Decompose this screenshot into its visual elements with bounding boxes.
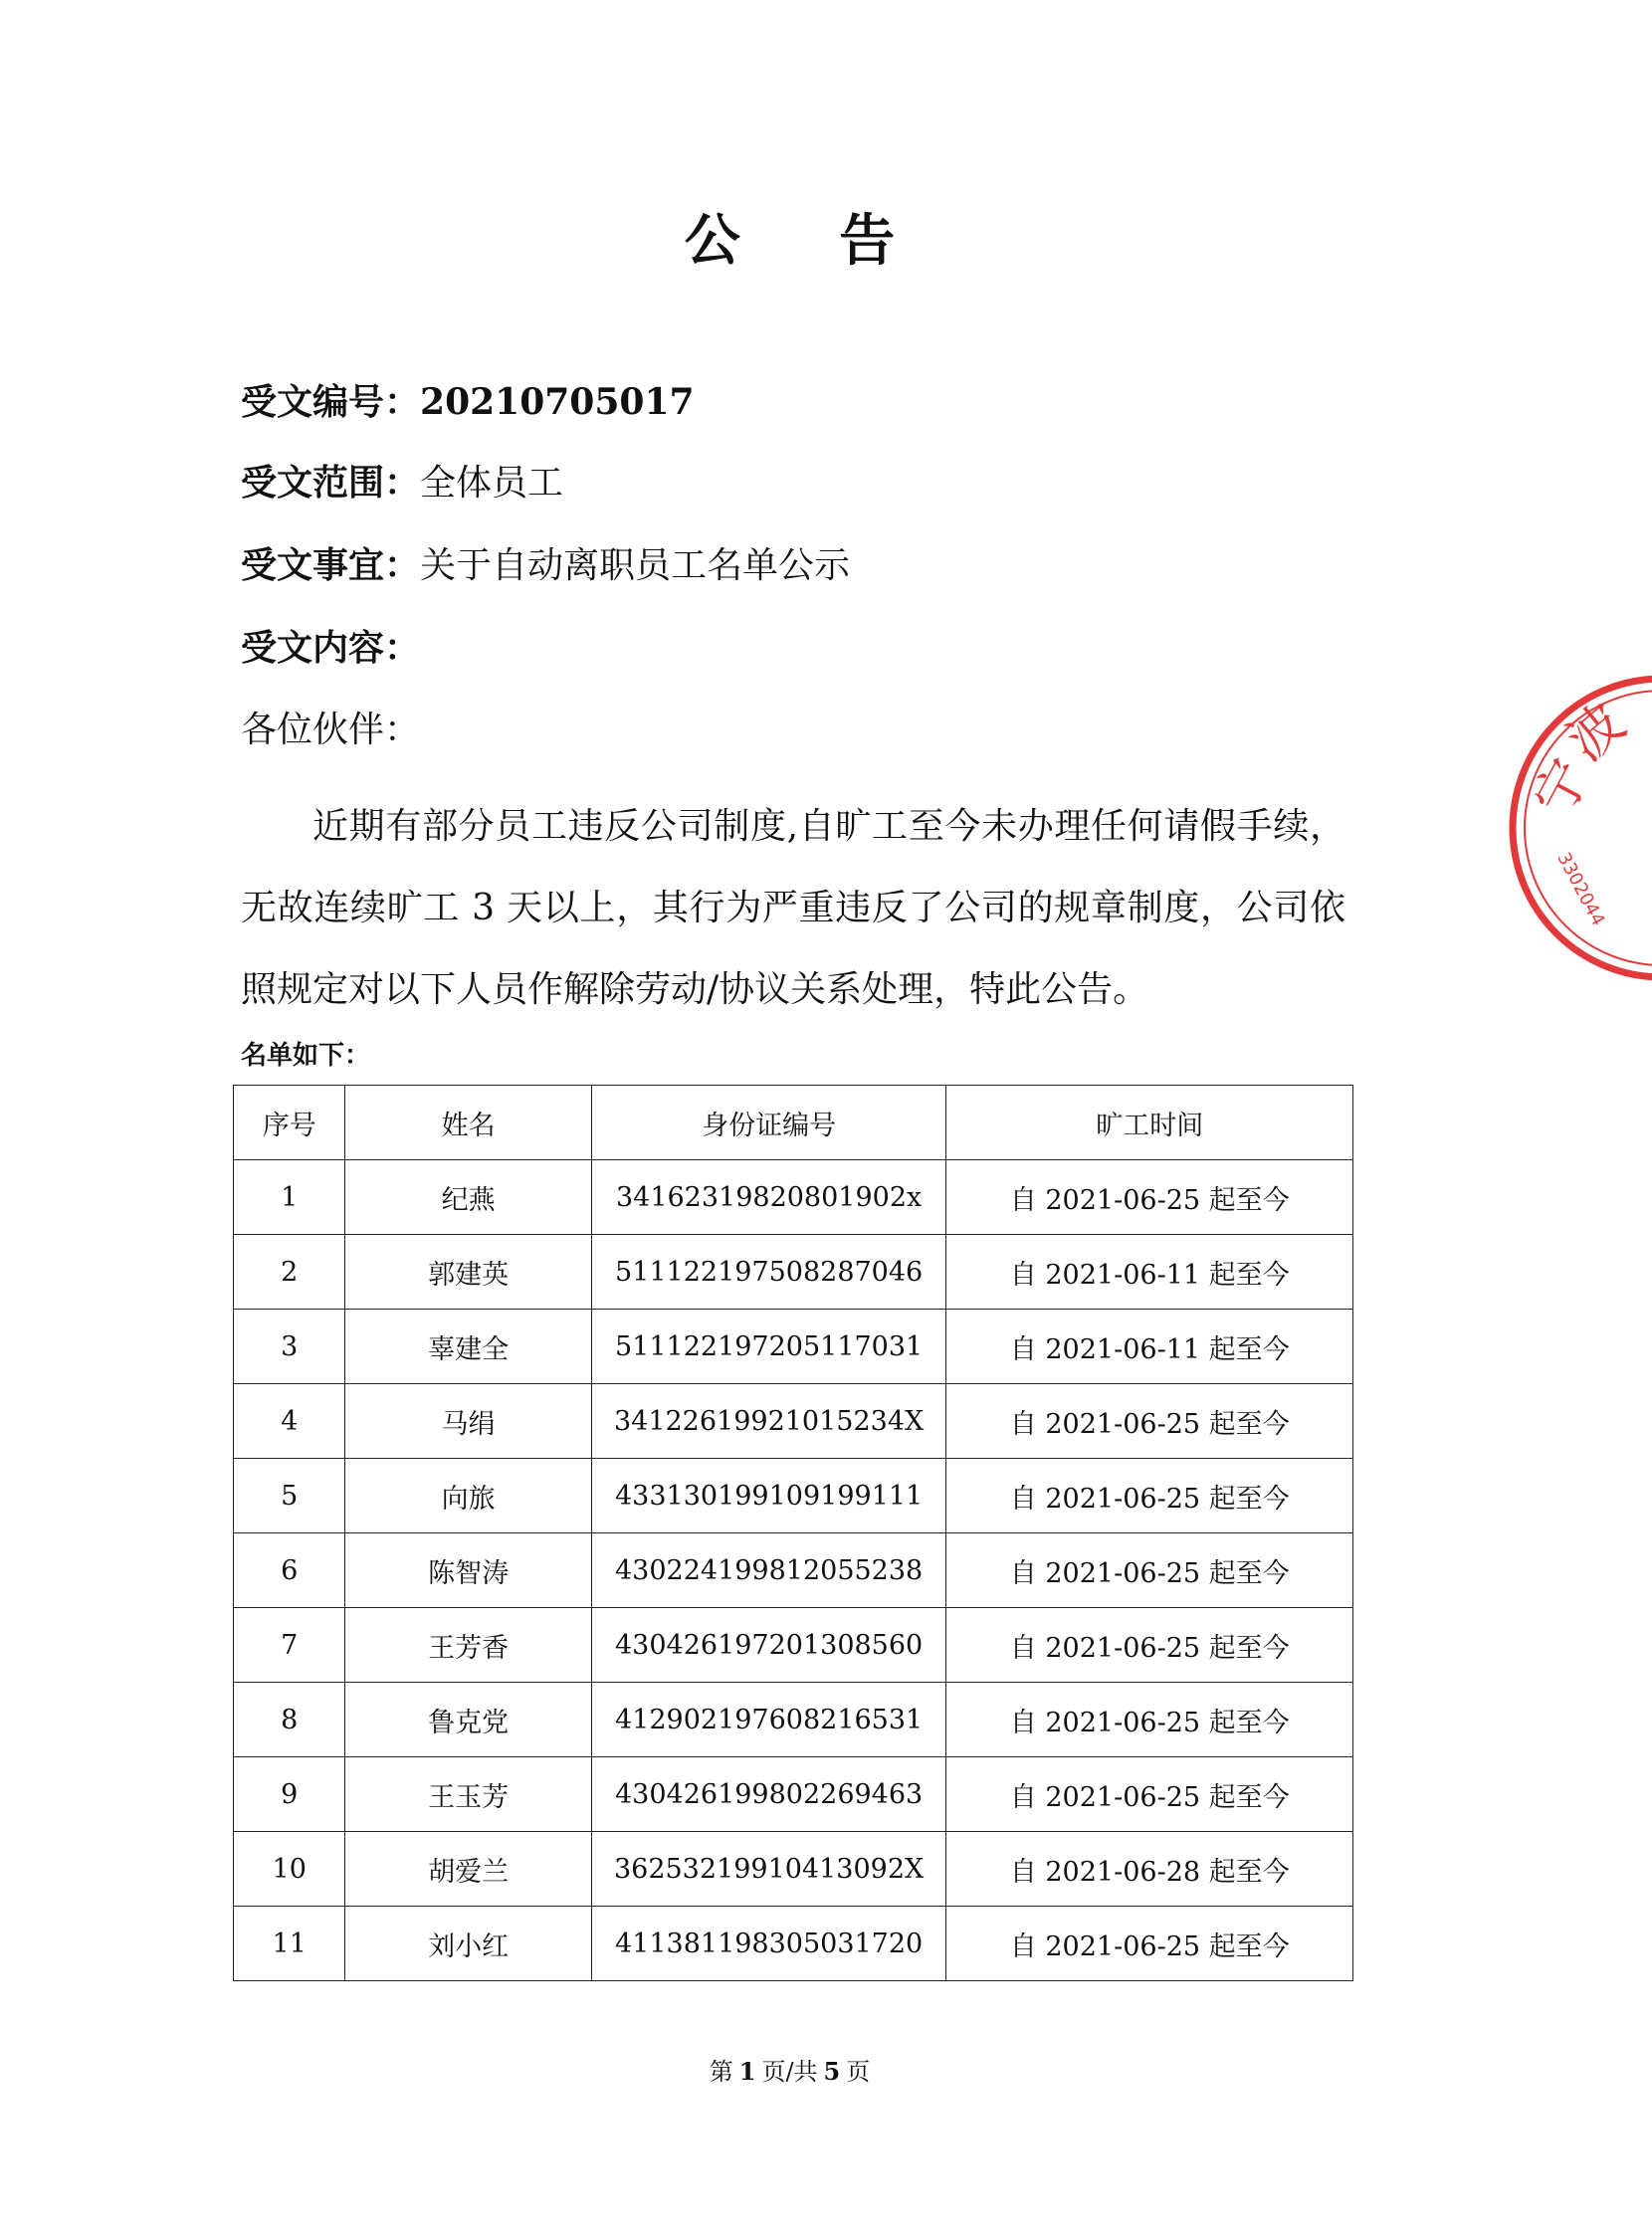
table-row xyxy=(234,1608,1353,1683)
seal-char: 波 xyxy=(1554,691,1637,774)
page-title: 公 告 xyxy=(684,209,935,274)
field-subject xyxy=(241,544,850,588)
greeting: 各位伙伴： xyxy=(241,710,421,750)
cell-index: 7 xyxy=(234,1608,345,1683)
cell-id-number: 411381198305031720 xyxy=(591,1907,946,1981)
cell-absence-time: 自 2021-06-25 起至今 xyxy=(946,1608,1353,1683)
field-label: 受文事宜： xyxy=(241,545,421,586)
table-row xyxy=(234,1757,1353,1832)
cell-name: 胡爱兰 xyxy=(345,1832,591,1907)
header-absence-time: 旷工时间 xyxy=(946,1086,1353,1160)
cell-absence-time: 自 2021-06-28 起至今 xyxy=(946,1832,1353,1907)
cell-id-number: 511122197205117031 xyxy=(591,1310,946,1384)
table-row xyxy=(234,1160,1353,1235)
company-seal-stamp xyxy=(1503,669,1652,987)
cell-id-number: 511122197508287046 xyxy=(591,1235,946,1310)
table-row xyxy=(234,1683,1353,1757)
cell-name: 向旅 xyxy=(345,1459,591,1533)
table-row xyxy=(234,1832,1353,1907)
page-footer xyxy=(0,2052,1579,2087)
field-label: 受文范围： xyxy=(241,463,421,504)
cell-absence-time: 自 2021-06-25 起至今 xyxy=(946,1683,1353,1757)
field-value: 关于自动离职员工名单公示 xyxy=(420,545,851,586)
cell-absence-time: 自 2021-06-25 起至今 xyxy=(946,1459,1353,1533)
cell-name: 王芳香 xyxy=(345,1608,591,1683)
cell-absence-time: 自 2021-06-25 起至今 xyxy=(946,1384,1353,1459)
cell-name: 王玉芳 xyxy=(345,1757,591,1832)
cell-index: 2 xyxy=(234,1235,345,1310)
cell-id-number: 34162319820801902x xyxy=(591,1160,946,1235)
cell-absence-time: 自 2021-06-11 起至今 xyxy=(946,1310,1353,1384)
field-label: 受文编号： xyxy=(241,382,421,423)
table-row xyxy=(234,1310,1353,1384)
cell-name: 辜建全 xyxy=(345,1310,591,1384)
cell-index: 11 xyxy=(234,1907,345,1981)
seal-char: 宁 xyxy=(1521,748,1602,826)
table-row xyxy=(234,1235,1353,1310)
header-id-number: 身份证编号 xyxy=(591,1086,946,1160)
cell-index: 9 xyxy=(234,1757,345,1832)
cell-id-number: 430426199802269463 xyxy=(591,1757,946,1832)
dismissal-table xyxy=(233,1085,1353,1981)
cell-absence-time: 自 2021-06-11 起至今 xyxy=(946,1235,1353,1310)
cell-absence-time: 自 2021-06-25 起至今 xyxy=(946,1533,1353,1608)
footer-page-number: 1 xyxy=(738,2057,756,2086)
body-paragraph: 近期有部分员工违反公司制度,自旷工至今未办理任何请假手续，无故连续旷工 3 天以上，其行为严重违反了公司的规章制度，公司依照规定对以下人员作解除劳动/协议关系处理，特此公告。 xyxy=(241,806,1345,1010)
list-heading: 名单如下： xyxy=(241,1041,371,1071)
table-row xyxy=(234,1384,1353,1459)
cell-absence-time: 自 2021-06-25 起至今 xyxy=(946,1160,1353,1235)
footer-middle: 页/共 xyxy=(761,2058,818,2086)
cell-name: 鲁克党 xyxy=(345,1683,591,1757)
cell-index: 6 xyxy=(234,1533,345,1608)
field-value: 20210705017 xyxy=(420,381,695,423)
footer-total-pages: 5 xyxy=(823,2057,841,2086)
cell-name: 马绢 xyxy=(345,1384,591,1459)
cell-id-number: 430224199812055238 xyxy=(591,1533,946,1608)
cell-id-number: 34122619921015234X xyxy=(591,1384,946,1459)
field-content xyxy=(241,627,420,671)
seal-code: 3302044 xyxy=(1552,849,1609,929)
table-row xyxy=(234,1533,1353,1608)
table-row xyxy=(234,1459,1353,1533)
cell-index: 8 xyxy=(234,1683,345,1757)
cell-index: 10 xyxy=(234,1832,345,1907)
cell-index: 4 xyxy=(234,1384,345,1459)
table-header-row xyxy=(234,1086,1353,1160)
cell-index: 3 xyxy=(234,1310,345,1384)
field-scope xyxy=(241,462,563,506)
cell-id-number: 412902197608216531 xyxy=(591,1683,946,1757)
field-document-number xyxy=(241,380,695,425)
table-row xyxy=(234,1907,1353,1981)
cell-id-number: 430426197201308560 xyxy=(591,1608,946,1683)
cell-name: 陈智涛 xyxy=(345,1533,591,1608)
cell-index: 5 xyxy=(234,1459,345,1533)
cell-name: 郭建英 xyxy=(345,1235,591,1310)
header-name: 姓名 xyxy=(345,1086,591,1160)
table-body xyxy=(234,1160,1353,1981)
cell-absence-time: 自 2021-06-25 起至今 xyxy=(946,1907,1353,1981)
cell-id-number: 433130199109199111 xyxy=(591,1459,946,1533)
cell-name: 刘小红 xyxy=(345,1907,591,1981)
field-label: 受文内容： xyxy=(241,628,421,669)
cell-id-number: 36253219910413092X xyxy=(591,1832,946,1907)
header-index: 序号 xyxy=(234,1086,345,1160)
cell-index: 1 xyxy=(234,1160,345,1235)
footer-suffix: 页 xyxy=(846,2058,871,2086)
cell-absence-time: 自 2021-06-25 起至今 xyxy=(946,1757,1353,1832)
field-value: 全体员工 xyxy=(420,463,564,504)
cell-name: 纪燕 xyxy=(345,1160,591,1235)
footer-prefix: 第 xyxy=(709,2058,733,2086)
